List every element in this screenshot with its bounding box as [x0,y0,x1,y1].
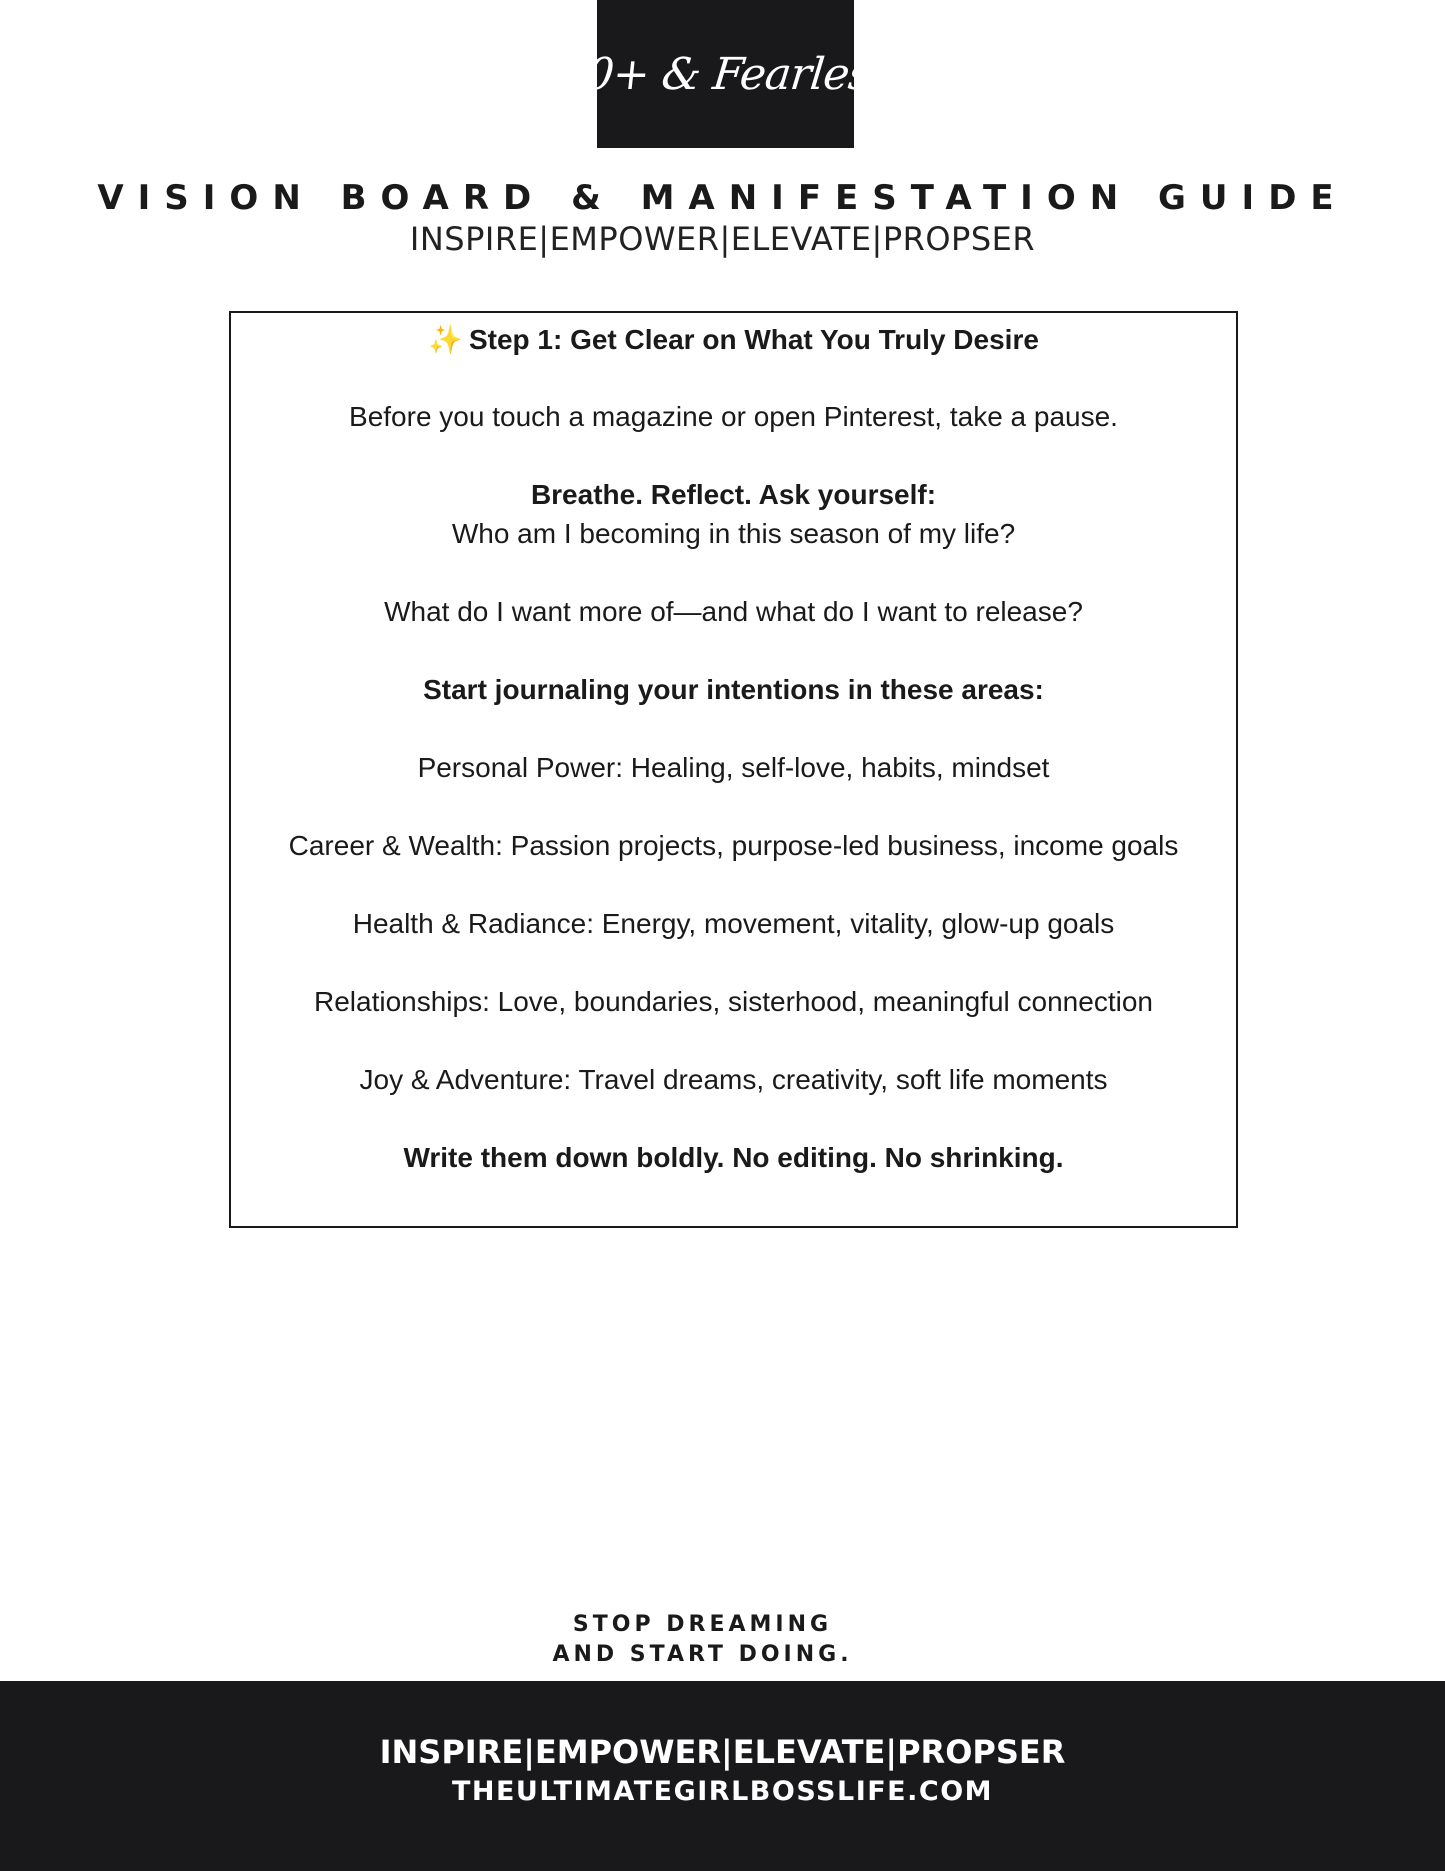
areas-heading: Start journaling your intentions in these areas: [423,674,1044,705]
area-item-joy-adventure: Joy & Adventure: Travel dreams, creativity, soft life moments [359,1064,1108,1095]
step-intro: Before you touch a magazine or open Pinterest, take a pause. [349,401,1118,432]
area-item-career-wealth: Career & Wealth: Passion projects, purpose-led business, income goals [288,830,1179,861]
step-closing: Write them down boldly. No editing. No shrinking. [403,1142,1064,1173]
footer-motto: INSPIRE|EMPOWER|ELEVATE|PROPSER [379,1733,1066,1771]
tagline-line-1: STOP DREAMING [572,1612,833,1637]
page-title: VISION BOARD & MANIFESTATION GUIDE [97,178,1348,218]
footer-website[interactable]: THEULTIMATEGIRLBOSSLIFE.COM [451,1776,994,1807]
prompt-heading: Breathe. Reflect. Ask yourself: [530,479,937,510]
logo [556,0,895,148]
step-heading-text: Step 1: Get Clear on What You Truly Desire [468,324,1039,355]
logo-text: 50+ & Fearless [556,48,895,100]
area-item-relationships: Relationships: Love, boundaries, sisterhood, meaningful connection [314,986,1153,1017]
page-subtitle: INSPIRE|EMPOWER|ELEVATE|PROPSER [409,220,1036,258]
step-card [229,311,1238,1228]
question-2: What do I want more of—and what do I want to release? [384,596,1083,627]
sparkles-icon: ✨ [428,324,463,355]
question-1: Who am I becoming in this season of my life? [451,518,1016,549]
area-item-personal-power: Personal Power: Healing, self-love, habits, mindset [417,752,1050,783]
footer [0,1681,1445,1871]
tagline-line-2: AND START DOING. [552,1642,853,1667]
area-item-health-radiance: Health & Radiance: Energy, movement, vitality, glow-up goals [352,908,1115,939]
step-heading [231,323,1236,356]
